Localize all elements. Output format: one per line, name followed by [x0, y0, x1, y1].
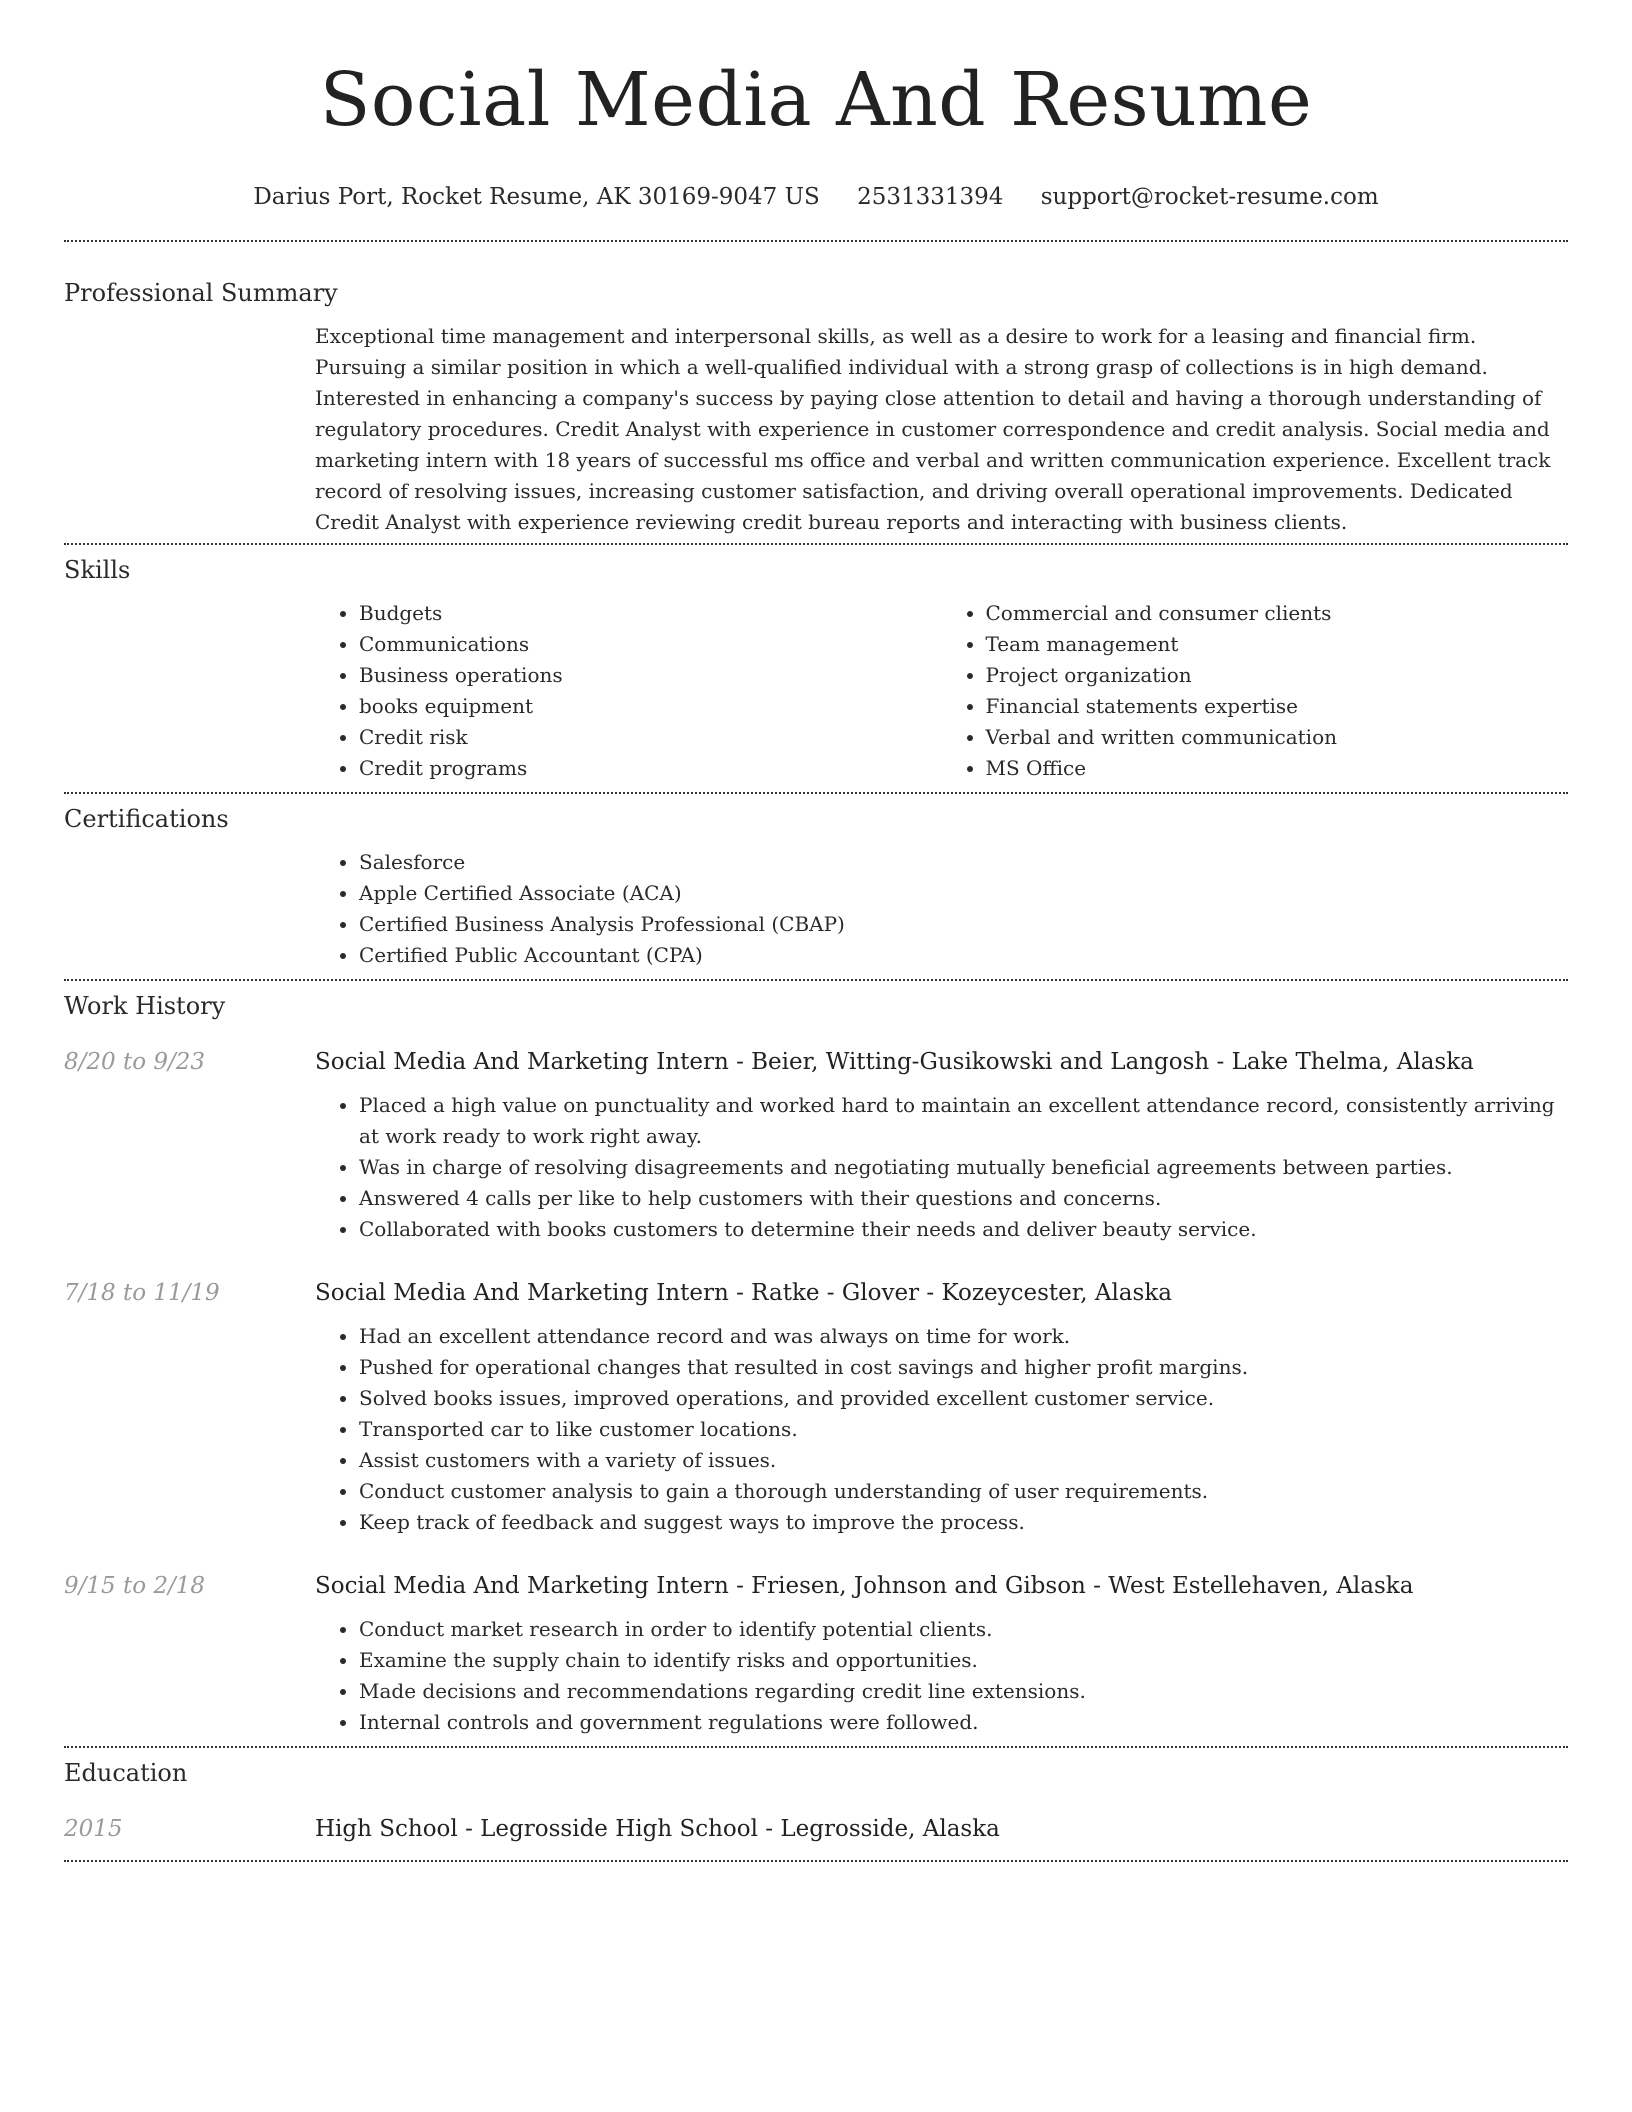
certification-item: • Salesforce — [359, 847, 1568, 878]
candidate-name: Social Media And Resume — [319, 57, 1313, 143]
job-bullet: • Examine the supply chain to identify risks and opportunities. — [359, 1645, 1568, 1676]
job-bullet: • Made decisions and recommendations regarding credit line extensions. — [359, 1676, 1568, 1707]
skills-list-right — [942, 598, 1569, 784]
certifications-section — [64, 794, 1568, 971]
skill-item: • MS Office — [986, 753, 1569, 784]
skill-item: • Communications — [359, 629, 942, 660]
job-title: Social Media And Marketing Intern - Friesen, Johnson and Gibson - West Estellehaven, Alaska — [315, 1573, 1414, 1599]
contact-address: Darius Port, Rocket Resume, AK 30169-9047 US — [253, 184, 820, 210]
job-bullet: • Placed a high value on punctuality and worked hard to maintain an excellent attendance record, consistently arriving at work ready to work right away. — [359, 1090, 1568, 1152]
education-year: 2015 — [64, 1816, 123, 1842]
job-entry — [64, 1571, 1568, 1738]
job-bullet: • Conduct customer analysis to gain a thorough understanding of user requirements. — [359, 1476, 1568, 1507]
job-entry — [64, 1278, 1568, 1538]
job-bullet: • Had an excellent attendance record and was always on time for work. — [359, 1321, 1568, 1352]
skills-list-left — [315, 598, 942, 784]
job-bullet: • Assist customers with a variety of issues. — [359, 1445, 1568, 1476]
skill-item: • Project organization — [986, 660, 1569, 691]
skill-item: • books equipment — [359, 691, 942, 722]
contact-line — [64, 182, 1568, 212]
section-title-certifications: Certifications — [64, 805, 229, 833]
contact-email: support@rocket-resume.com — [1040, 184, 1379, 210]
job-bullets — [315, 1321, 1568, 1538]
contact-phone: 2531331394 — [857, 184, 1004, 210]
job-bullet: • Transported car to like customer locations. — [359, 1414, 1568, 1445]
skill-item: • Business operations — [359, 660, 942, 691]
section-title-skills: Skills — [64, 556, 131, 584]
summary-section — [64, 242, 1568, 538]
education-section — [64, 1748, 1568, 1844]
education-detail: High School - Legrosside High School - Legrosside, Alaska — [315, 1816, 1000, 1842]
certification-item: • Apple Certified Associate (ACA) — [359, 878, 1568, 909]
skill-item: • Commercial and consumer clients — [986, 598, 1569, 629]
job-entry — [64, 1047, 1568, 1245]
job-dates: 8/20 to 9/23 — [64, 1049, 206, 1075]
skill-item: • Budgets — [359, 598, 942, 629]
section-title-work-history: Work History — [64, 992, 226, 1020]
job-bullet: • Conduct market research in order to identify potential clients. — [359, 1614, 1568, 1645]
resume-page — [64, 0, 1568, 1862]
certification-item: • Certified Public Accountant (CPA) — [359, 940, 1568, 971]
certification-item: • Certified Business Analysis Professional (CBAP) — [359, 909, 1568, 940]
job-title: Social Media And Marketing Intern - Ratke - Glover - Kozeycester, Alaska — [315, 1280, 1172, 1306]
job-bullet: • Internal controls and government regulations were followed. — [359, 1707, 1568, 1738]
skill-item: • Credit programs — [359, 753, 942, 784]
skill-item: • Verbal and written communication — [986, 722, 1569, 753]
education-entry — [64, 1814, 1568, 1844]
resume-header — [64, 0, 1568, 212]
section-title-summary: Professional Summary — [64, 279, 338, 307]
job-bullets — [315, 1614, 1568, 1738]
job-bullet: • Was in charge of resolving disagreements and negotiating mutually beneficial agreements between parties. — [359, 1152, 1568, 1183]
skills-section — [64, 545, 1568, 784]
job-bullets — [315, 1090, 1568, 1245]
skill-item: • Credit risk — [359, 722, 942, 753]
job-title: Social Media And Marketing Intern - Beier, Witting-Gusikowski and Langosh - Lake Thelma, Alaska — [315, 1049, 1474, 1075]
job-bullet: • Keep track of feedback and suggest ways to improve the process. — [359, 1507, 1568, 1538]
job-bullet: • Solved books issues, improved operations, and provided excellent customer service. — [359, 1383, 1568, 1414]
summary-text: Exceptional time management and interpersonal skills, as well as a desire to work for a leasing and financial firm. Pursuing a similar position in which a well-qualified individual with a strong grasp of collections is in high demand. Interested in enhancing a company's success by paying close attention to detail and having a thorough understanding of regulatory procedures. Credit Analyst with experience in customer correspondence and credit analysis. Social media and marketing intern with 18 years of successful ms office and verbal and written communication experience. Excellent track record of resolving issues, increasing customer satisfaction, and driving overall operational improvements. Dedicated Credit Analyst with experience reviewing credit bureau reports and interacting with business clients. — [315, 324, 1551, 534]
job-dates: 9/15 to 2/18 — [64, 1573, 206, 1599]
divider — [64, 1860, 1568, 1862]
work-history-section — [64, 981, 1568, 1738]
job-dates: 7/18 to 11/19 — [64, 1280, 220, 1306]
job-bullet: • Answered 4 calls per like to help customers with their questions and concerns. — [359, 1183, 1568, 1214]
section-title-education: Education — [64, 1759, 188, 1787]
skill-item: • Team management — [986, 629, 1569, 660]
certifications-list — [315, 847, 1568, 971]
job-bullet: • Pushed for operational changes that resulted in cost savings and higher profit margins. — [359, 1352, 1568, 1383]
skill-item: • Financial statements expertise — [986, 691, 1569, 722]
job-bullet: • Collaborated with books customers to determine their needs and deliver beauty service. — [359, 1214, 1568, 1245]
